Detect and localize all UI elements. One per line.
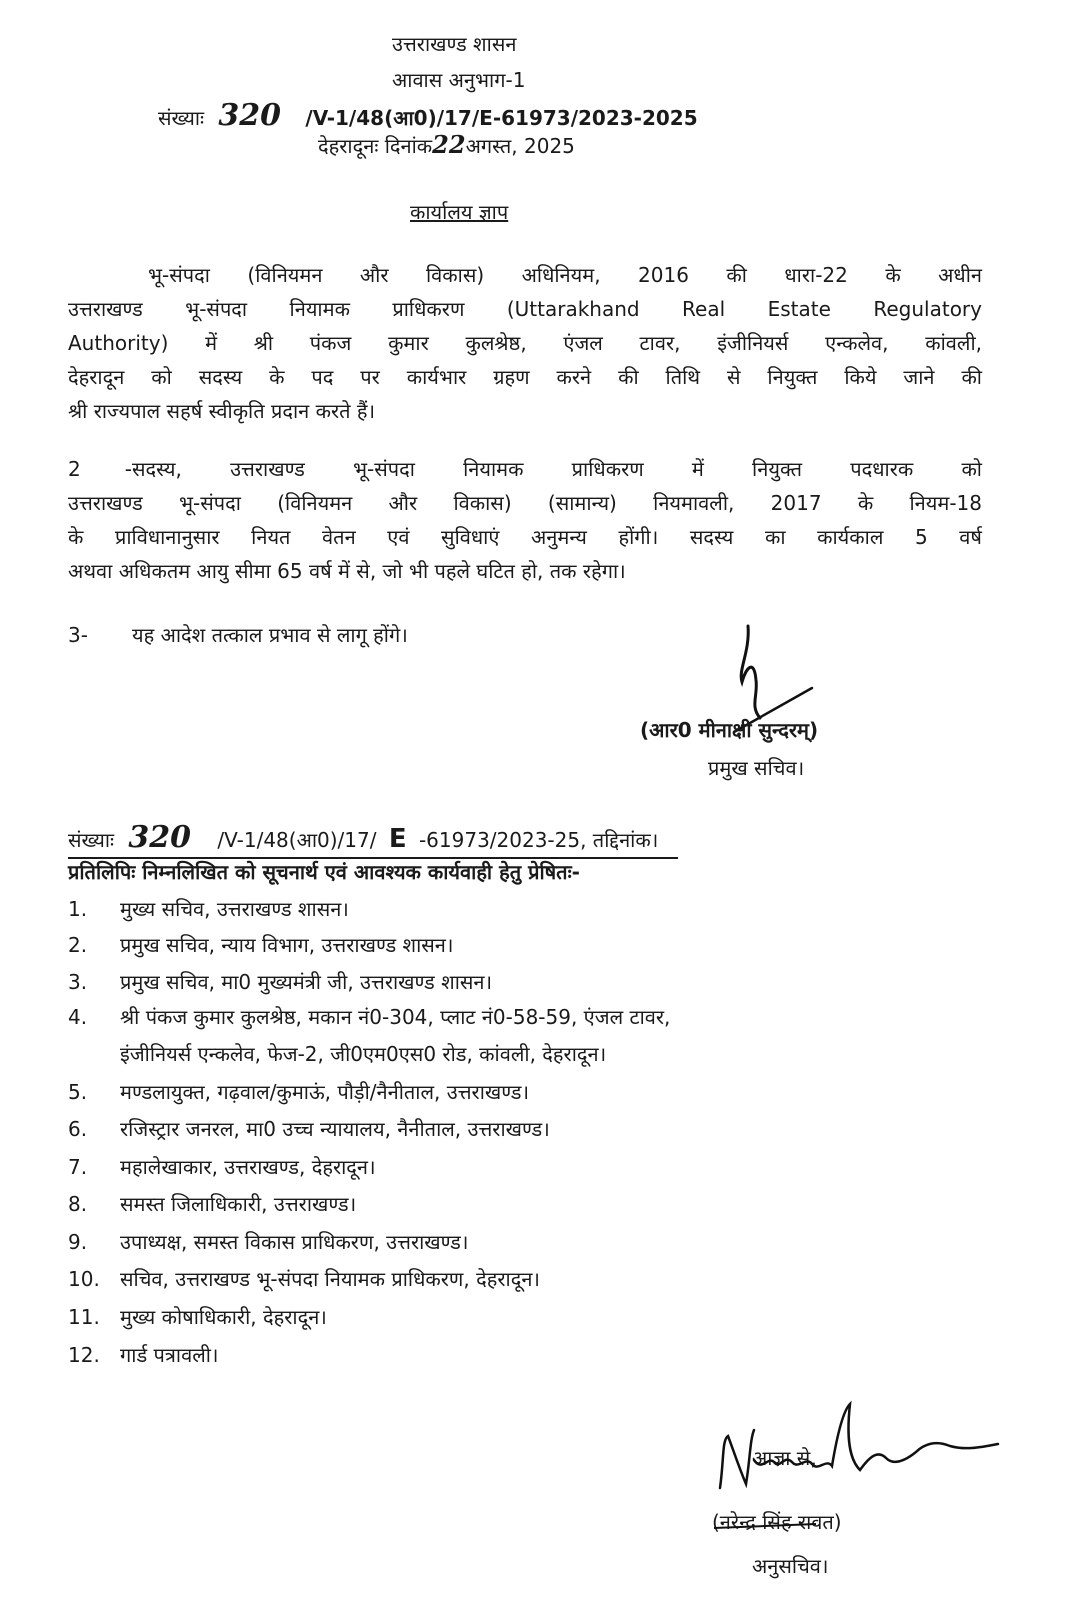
paragraph-2-line: के प्राविधानानुसार नियत वेतन एवं सुविधाएं अनुमन्य होंगी। सदस्य का कार्यकाल 5 वर्ष bbox=[68, 525, 982, 549]
list-item-number: 12. bbox=[68, 1343, 100, 1367]
paragraph-1-line: श्री राज्यपाल सहर्ष स्वीकृति प्रदान करते हैं। bbox=[68, 399, 376, 423]
list-item-text: प्रमुख सचिव, मा0 मुख्यमंत्री जी, उत्तराखण्ड शासन। bbox=[120, 970, 493, 994]
signatory-2-name: (नरेन्द्र सिंह रावत) bbox=[712, 1510, 842, 1534]
list-item bbox=[68, 1078, 529, 1105]
list-item-number: 4. bbox=[68, 1005, 88, 1029]
date-handwritten-day: 22 bbox=[432, 130, 466, 159]
list-item bbox=[68, 1228, 468, 1255]
list-item-number: 6. bbox=[68, 1117, 88, 1141]
ref-suffix: /V-1/48(आ0)/17/E-61973/2023-2025 bbox=[305, 106, 698, 130]
paragraph-1-line: Authority) में श्री पंकज कुमार कुलश्रेष्ठ, एंजल टावर, इंजीनियर्स एन्कलेव, कांवली, bbox=[68, 331, 982, 355]
list-item-text: उपाध्यक्ष, समस्त विकास प्राधिकरण, उत्तराखण्ड। bbox=[120, 1230, 469, 1254]
list-item-number: 8. bbox=[68, 1192, 88, 1216]
list-item-number: 5. bbox=[68, 1080, 88, 1104]
date-suffix: अगस्त, 2025 bbox=[465, 134, 575, 158]
list-item bbox=[68, 1303, 327, 1330]
list-item-number: 7. bbox=[68, 1155, 88, 1179]
paragraph-2-line-text: सदस्य, उत्तराखण्ड भू-संपदा नियामक प्राधिकरण में नियुक्त पदधारक को bbox=[132, 457, 982, 481]
paragraph-3-line bbox=[68, 618, 982, 652]
list-item bbox=[68, 1153, 376, 1180]
paragraph-3 bbox=[68, 618, 982, 652]
copy-ref-suffix: -61973/2023-25, तद्दिनांक। bbox=[418, 828, 659, 852]
list-item-text: श्री पंकज कुमार कुलश्रेष्ठ, मकान नं0-304, प्लाट नं0-58-59, एंजल टावर, bbox=[120, 1005, 671, 1029]
list-item bbox=[68, 931, 453, 958]
issue-date bbox=[318, 130, 575, 159]
list-item-number: 11. bbox=[68, 1305, 100, 1329]
list-item-number: 3. bbox=[68, 970, 88, 994]
paragraph-1-line: देहरादून को सदस्य के पद पर कार्यभार ग्रहण करने की तिथि से नियुक्त किये जाने की bbox=[68, 365, 982, 389]
copy-ref-mid: /V-1/48(आ0)/17/ bbox=[217, 828, 377, 852]
signatory-1-name: (आर0 मीनाक्षी सुन्दरम्) bbox=[640, 718, 819, 742]
government-name: उत्तराखण्ड शासन bbox=[392, 32, 517, 56]
list-item-text: रजिस्ट्रार जनरल, मा0 उच्च न्यायालय, नैनीताल, उत्तराखण्ड। bbox=[120, 1117, 550, 1141]
reference-number bbox=[158, 98, 698, 133]
paragraph-1-line-text: भू-संपदा (विनियमन और विकास) अधिनियम, 2016 की धारा-22 के अधीन bbox=[148, 263, 982, 287]
ref-handwritten-number: 320 bbox=[218, 98, 282, 133]
list-item bbox=[68, 1265, 540, 1292]
copy-reference bbox=[68, 820, 678, 859]
name-strikethrough-mark bbox=[712, 1520, 822, 1532]
paragraph-2-line bbox=[68, 452, 982, 486]
list-item-text: गार्ड पत्रावली। bbox=[120, 1343, 219, 1367]
paragraph-1 bbox=[68, 258, 982, 428]
list-item bbox=[68, 895, 349, 922]
list-item-number: 9. bbox=[68, 1230, 88, 1254]
list-item bbox=[68, 1190, 356, 1217]
by-order-text: आज्ञा से, bbox=[752, 1446, 817, 1470]
signatory-1-designation: प्रमुख सचिव। bbox=[708, 756, 805, 780]
copy-ref-prefix: संख्याः bbox=[68, 828, 115, 852]
list-item-continuation: इंजीनियर्स एन्कलेव, फेज-2, जी0एम0एस0 रोड, कांवली, देहरादून। bbox=[120, 1042, 607, 1066]
list-item-number: 1. bbox=[68, 897, 88, 921]
list-item-number: 10. bbox=[68, 1267, 100, 1291]
list-item-number: 2. bbox=[68, 933, 88, 957]
list-item-text: मण्डलायुक्त, गढ़वाल/कुमाऊं, पौड़ी/नैनीताल, उत्तराखण्ड। bbox=[120, 1080, 530, 1104]
paragraph-2-line: अथवा अधिकतम आयु सीमा 65 वर्ष में से, जो भी पहले घटित हो, तक रहेगा। bbox=[68, 559, 626, 583]
list-item bbox=[68, 968, 492, 995]
signatory-2-designation: अनुसचिव। bbox=[752, 1554, 829, 1578]
paragraph-3-number: 3- bbox=[68, 623, 88, 647]
paragraph-2-number: 2 - bbox=[68, 457, 132, 481]
paragraph-1-line: उत्तराखण्ड भू-संपदा नियामक प्राधिकरण (Uttarakhand Real Estate Regulatory bbox=[68, 297, 982, 321]
section-name: आवास अनुभाग-1 bbox=[392, 68, 526, 92]
list-item-text: समस्त जिलाधिकारी, उत्तराखण्ड। bbox=[120, 1192, 357, 1216]
list-item-text: प्रमुख सचिव, न्याय विभाग, उत्तराखण्ड शासन। bbox=[120, 933, 454, 957]
memo-title: कार्यालय ज्ञाप bbox=[410, 200, 509, 224]
copy-heading: प्रतिलिपिः निम्नलिखित को सूचनार्थ एवं आवश्यक कार्यवाही हेतु प्रेषितः- bbox=[68, 860, 580, 884]
paragraph-2 bbox=[68, 452, 982, 588]
list-item bbox=[68, 1003, 670, 1030]
paragraph-3-text: यह आदेश तत्काल प्रभाव से लागू होंगे। bbox=[132, 623, 408, 647]
paragraph-1-line bbox=[68, 258, 982, 292]
list-item-text: मुख्य सचिव, उत्तराखण्ड शासन। bbox=[120, 897, 349, 921]
list-item-text: महालेखाकार, उत्तराखण्ड, देहरादून। bbox=[120, 1155, 376, 1179]
list-item bbox=[68, 1341, 219, 1368]
list-item-text: मुख्य कोषाधिकारी, देहरादून। bbox=[120, 1305, 327, 1329]
copy-ref-handwritten-number: 320 bbox=[128, 820, 192, 855]
copy-ref-letter: E bbox=[388, 824, 407, 854]
ref-prefix: संख्याः bbox=[158, 106, 205, 130]
date-prefix: देहरादूनः दिनांक bbox=[318, 134, 433, 158]
list-item bbox=[68, 1115, 550, 1142]
paragraph-2-line: उत्तराखण्ड भू-संपदा (विनियमन और विकास) (सामान्य) नियमावली, 2017 के नियम-18 bbox=[68, 491, 982, 515]
list-item-text: सचिव, उत्तराखण्ड भू-संपदा नियामक प्राधिकरण, देहरादून। bbox=[120, 1267, 540, 1291]
